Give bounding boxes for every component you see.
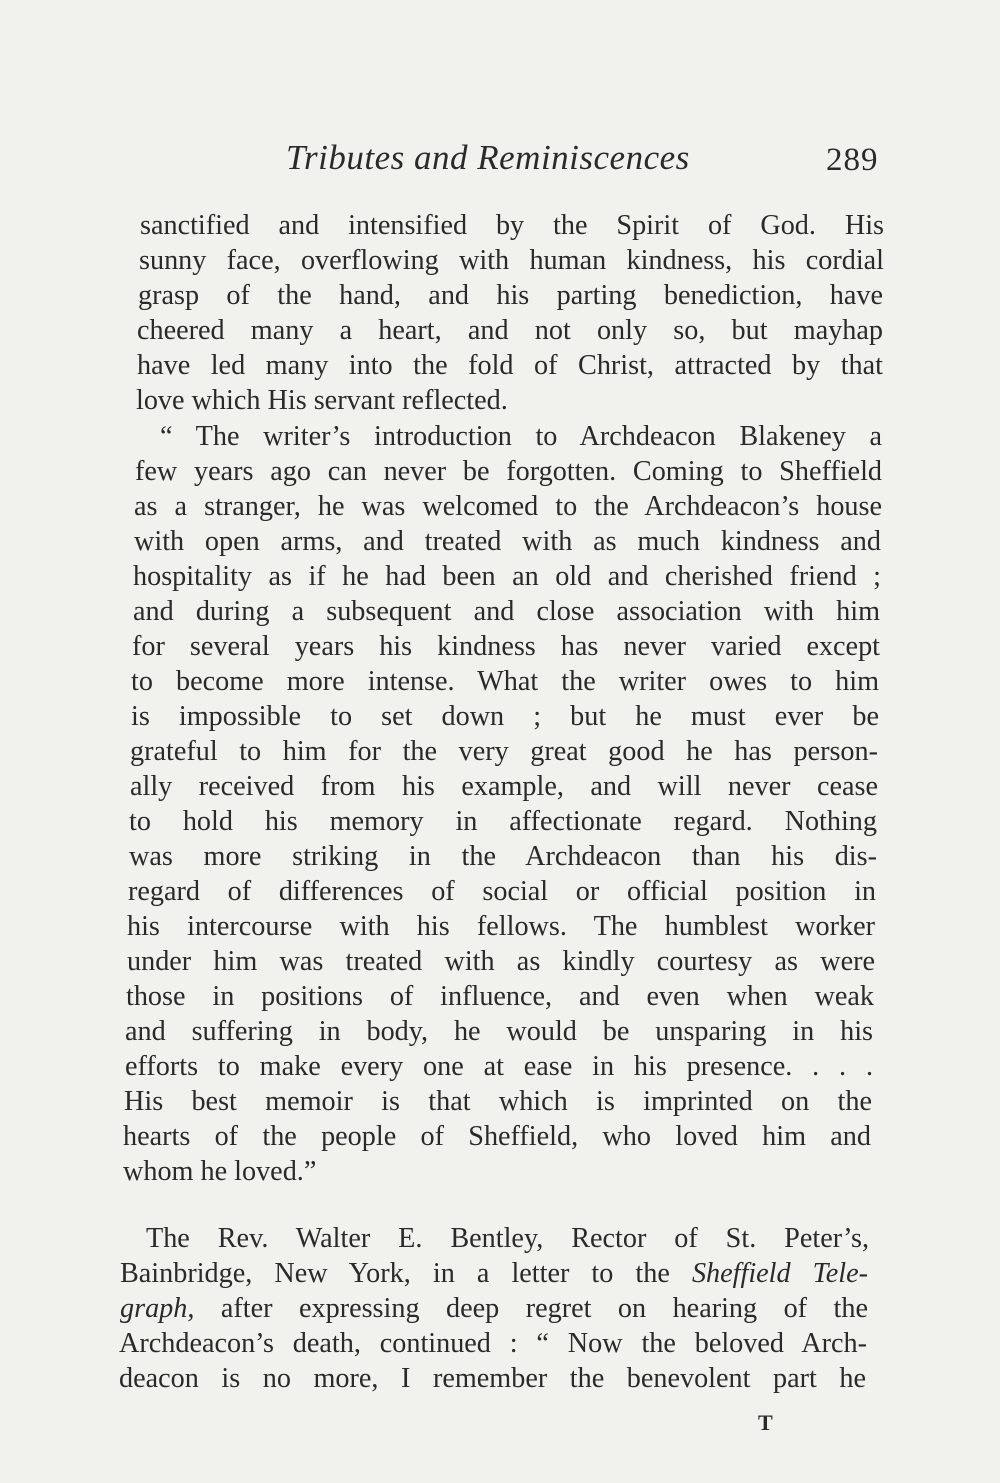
- text-line: his intercourse with his fellows. The humblest worker: [127, 911, 875, 942]
- text-line: “ The writer’s introduction to Archdeacon Blakeney a: [160, 421, 882, 452]
- text-line: cheered many a heart, and not only so, but mayhap: [137, 315, 883, 346]
- text-line: have led many into the fold of Christ, attracted by that: [137, 350, 883, 381]
- text-line: as a stranger, he was welcomed to the Archdeacon’s house: [134, 491, 882, 522]
- italic-run: Sheffield Tele-: [691, 1258, 868, 1289]
- text-run: Bainbridge, New York, in a letter to the: [120, 1258, 692, 1289]
- text-line: regard of differences of social or official position in: [128, 876, 876, 907]
- text-line: those in positions of influence, and even when weak: [126, 981, 874, 1012]
- text-line: for several years his kindness has never varied except: [132, 631, 880, 662]
- text-line: sunny face, overflowing with human kindness, his cordial: [139, 245, 884, 276]
- text-line: grateful to him for the very great good he has person-: [130, 736, 878, 767]
- text-line: to hold his memory in affectionate regard. Nothing: [129, 806, 877, 837]
- text-line: efforts to make every one at ease in his presence. . . .: [125, 1051, 873, 1082]
- text-line: love which His servant reflected.: [136, 385, 508, 416]
- signature-mark: T: [758, 1410, 774, 1435]
- text-line: and during a subsequent and close association with him: [133, 596, 880, 627]
- italic-run: graph,: [120, 1293, 195, 1324]
- text-line: grasp of the hand, and his parting benediction, have: [138, 280, 883, 311]
- text-line: is impossible to set down ; but he must ever be: [131, 701, 879, 732]
- text-line: [120, 1257, 868, 1291]
- text-line: The Rev. Walter E. Bentley, Rector of St. Peter’s,: [146, 1223, 869, 1254]
- text-line: hospitality as if he had been an old and cherished friend ;: [133, 561, 881, 592]
- text-line: with open arms, and treated with as much kindness and: [134, 526, 881, 557]
- text-line: whom he loved.”: [123, 1156, 317, 1187]
- text-line: ally received from his example, and will never cease: [130, 771, 878, 802]
- text-line: was more striking in the Archdeacon than his dis-: [129, 841, 877, 872]
- running-head: [0, 138, 1000, 188]
- text-line: hearts of the people of Sheffield, who loved him and: [123, 1121, 871, 1152]
- page-number: 289: [826, 142, 879, 178]
- text-line: and suffering in body, he would be unsparing in his: [125, 1016, 873, 1047]
- text-line: under him was treated with as kindly courtesy as were: [127, 946, 875, 977]
- text-line: Archdeacon’s death, continued : “ Now the beloved Arch-: [119, 1328, 867, 1359]
- text-run: after expressing deep regret on hearing of the: [194, 1293, 868, 1324]
- text-line: sanctified and intensified by the Spirit of God. His: [140, 210, 884, 241]
- running-title: Tributes and Reminiscences: [286, 138, 690, 177]
- text-line: few years ago can never be forgotten. Coming to Sheffield: [135, 456, 882, 487]
- text-line: [120, 1292, 868, 1326]
- text-line: His best memoir is that which is imprinted on the: [124, 1086, 872, 1117]
- text-line: to become more intense. What the writer owes to him: [131, 666, 879, 697]
- text-line: deacon is no more, I remember the benevolent part he: [119, 1363, 866, 1394]
